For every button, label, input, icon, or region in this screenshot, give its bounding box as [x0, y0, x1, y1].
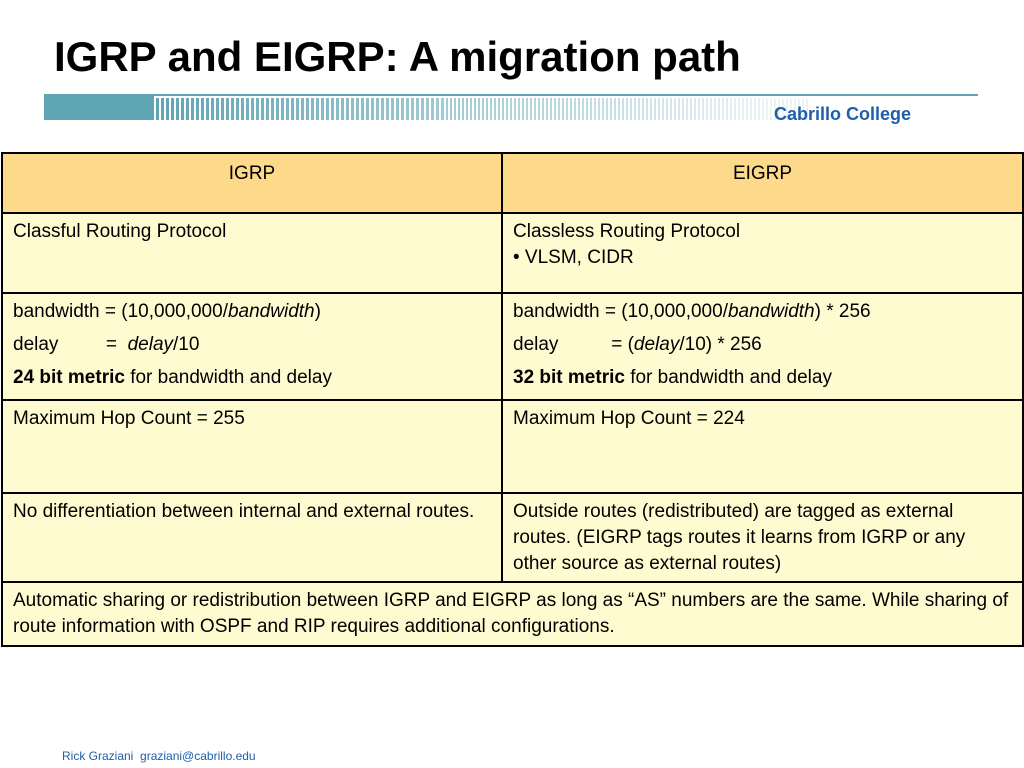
metric-size	[13, 365, 491, 391]
banner-stripe	[186, 98, 189, 120]
banner-stripe	[316, 98, 319, 120]
banner-stripe	[326, 98, 329, 120]
banner-stripe	[702, 98, 704, 120]
banner-stripe	[762, 98, 764, 120]
banner-stripe	[286, 98, 289, 120]
banner-stripe	[361, 98, 364, 120]
banner-stripe	[586, 98, 588, 120]
bandwidth-formula	[13, 299, 491, 325]
formula-variable: bandwidth	[727, 301, 815, 322]
formula-text: )	[314, 301, 321, 322]
banner-stripe	[650, 98, 652, 120]
banner-stripe	[281, 98, 284, 120]
banner-stripe	[622, 98, 624, 120]
banner-stripe	[758, 98, 760, 120]
formula-text: delay =	[13, 334, 128, 355]
banner-stripe	[610, 98, 612, 120]
banner-stripe	[526, 98, 528, 120]
banner-stripe	[634, 98, 636, 120]
banner-stripe	[538, 98, 540, 120]
banner-stripe	[638, 98, 640, 120]
banner-stripe	[416, 98, 419, 120]
cell-eigrp-metric	[502, 293, 1023, 400]
banner-stripe	[718, 98, 720, 120]
banner-stripe	[201, 98, 204, 120]
banner-stripe	[574, 98, 576, 120]
banner-stripe	[176, 98, 179, 120]
banner-stripe	[486, 98, 488, 120]
cell-text: Classful Routing Protocol	[13, 221, 227, 242]
formula-text: bandwidth = (10,000,000/	[13, 301, 228, 322]
banner-stripe	[261, 98, 264, 120]
banner-stripe	[542, 98, 544, 120]
banner-stripe	[694, 98, 696, 120]
cell-eigrp-external	[502, 493, 1023, 582]
bandwidth-formula	[513, 299, 1012, 325]
banner-stripe	[454, 98, 456, 120]
banner-stripe	[411, 98, 414, 120]
banner-stripe	[306, 98, 309, 120]
banner-stripe	[626, 98, 628, 120]
banner-stripe	[366, 98, 369, 120]
cell-bullet: • VLSM, CIDR	[513, 247, 634, 268]
banner-stripe	[706, 98, 708, 120]
banner-stripe	[231, 98, 234, 120]
delay-formula	[513, 332, 1012, 358]
banner-stripe	[482, 98, 484, 120]
banner-stripe	[426, 98, 429, 120]
metric-bold: 32 bit metric	[513, 367, 625, 388]
banner-stripe	[296, 98, 299, 120]
banner-stripe	[522, 98, 524, 120]
formula-text: /10	[173, 334, 200, 355]
banner-stripe	[191, 98, 194, 120]
banner-stripe	[642, 98, 644, 120]
table-row	[2, 213, 1023, 293]
banner-stripe	[166, 98, 169, 120]
header-eigrp: EIGRP	[502, 153, 1023, 213]
cell-igrp-hopcount	[2, 400, 502, 493]
banner-stripe	[750, 98, 752, 120]
formula-text: ) * 256	[814, 301, 871, 322]
banner-stripe	[662, 98, 664, 120]
banner-stripe	[246, 98, 249, 120]
cell-text: Classless Routing Protocol	[513, 221, 741, 242]
banner-stripe	[578, 98, 580, 120]
banner-stripe	[216, 98, 219, 120]
banner-stripe	[698, 98, 700, 120]
banner-stripe	[336, 98, 339, 120]
banner-stripe	[666, 98, 668, 120]
cell-text: No differentiation between internal and external routes.	[13, 501, 475, 522]
banner-stripe	[276, 98, 279, 120]
banner-stripe	[266, 98, 269, 120]
banner-stripe	[331, 98, 334, 120]
banner-stripe	[670, 98, 672, 120]
banner-stripe	[401, 98, 404, 120]
banner-stripe	[734, 98, 736, 120]
banner-stripe	[770, 98, 772, 120]
banner-stripe	[181, 98, 184, 120]
banner-stripe	[466, 98, 468, 120]
banner-stripe	[291, 98, 294, 120]
banner-stripe	[226, 98, 229, 120]
banner-stripe	[690, 98, 692, 120]
header-row	[2, 153, 1023, 213]
banner-stripe	[371, 98, 374, 120]
banner-stripe	[682, 98, 684, 120]
banner-stripe	[594, 98, 596, 120]
metric-size	[513, 365, 1012, 391]
formula-variable: bandwidth	[227, 301, 315, 322]
banner-stripe	[506, 98, 508, 120]
banner-stripe	[196, 98, 199, 120]
banner-stripe	[498, 98, 500, 120]
banner-stripe	[554, 98, 556, 120]
banner-stripe	[381, 98, 384, 120]
banner-stripe	[206, 98, 209, 120]
comparison-table	[1, 152, 1024, 647]
banner-stripe	[558, 98, 560, 120]
banner-stripe	[590, 98, 592, 120]
banner-stripe	[450, 98, 452, 120]
banner-stripe	[646, 98, 648, 120]
banner-stripe	[534, 98, 536, 120]
banner-stripe	[446, 98, 448, 120]
banner-stripe	[386, 98, 389, 120]
banner-stripe	[566, 98, 568, 120]
banner-stripe	[474, 98, 476, 120]
formula-variable: delay	[127, 334, 174, 355]
table-row	[2, 493, 1023, 582]
banner-stripe	[726, 98, 728, 120]
banner-stripe	[341, 98, 344, 120]
table-row	[2, 582, 1023, 646]
metric-bold: 24 bit metric	[13, 367, 125, 388]
banner-stripe	[654, 98, 656, 120]
banner-stripe	[686, 98, 688, 120]
header-igrp: IGRP	[2, 153, 502, 213]
banner-stripe	[530, 98, 532, 120]
footer-author: Rick Graziani	[62, 749, 134, 763]
formula-text: /10) * 256	[679, 334, 762, 355]
banner-stripe	[570, 98, 572, 120]
banner-stripe	[602, 98, 604, 120]
cell-text: Maximum Hop Count = 255	[13, 408, 245, 429]
cell-igrp-external	[2, 493, 502, 582]
banner-stripe	[396, 98, 399, 120]
cell-redistribution-note	[2, 582, 1023, 646]
banner-stripe	[346, 98, 349, 120]
banner-stripe	[356, 98, 359, 120]
banner-stripe	[550, 98, 552, 120]
formula-variable: delay	[633, 334, 680, 355]
cell-eigrp-hopcount	[502, 400, 1023, 493]
banner-stripe	[321, 98, 324, 120]
banner-stripe	[606, 98, 608, 120]
delay-formula	[13, 332, 491, 358]
banner-stripe	[421, 98, 424, 120]
brand-name: Cabrillo College	[774, 104, 912, 124]
banner-stripe	[754, 98, 756, 120]
banner-stripe	[722, 98, 724, 120]
banner-stripe	[171, 98, 174, 120]
cell-text: Automatic sharing or redistribution between IGRP and EIGRP as long as “AS” numbers are the same. While sharing of route information with OSPF and RIP requires additional configurations.	[13, 590, 1009, 637]
banner-stripe	[678, 98, 680, 120]
banner-stripe	[490, 98, 492, 120]
formula-text: delay = (	[513, 334, 634, 355]
banner-stripe	[391, 98, 394, 120]
footer	[62, 748, 256, 764]
banner-stripe	[431, 98, 434, 120]
metric-text: for bandwidth and delay	[624, 367, 832, 388]
footer-email: graziani@cabrillo.edu	[140, 749, 256, 763]
banner-stripe	[710, 98, 712, 120]
cell-igrp-routing	[2, 213, 502, 293]
metric-text: for bandwidth and delay	[124, 367, 332, 388]
banner-stripe	[271, 98, 274, 120]
banner-stripe	[221, 98, 224, 120]
banner-stripe	[406, 98, 409, 120]
banner-stripe	[494, 98, 496, 120]
cell-text: Outside routes (redistributed) are tagged as external routes. (EIGRP tags routes it learns from IGRP or any other source as external routes)	[513, 501, 966, 574]
banner-stripe	[470, 98, 472, 120]
banner-stripe	[766, 98, 768, 120]
banner-stripe	[618, 98, 620, 120]
banner-stripe	[730, 98, 732, 120]
cell-text: Maximum Hop Count = 224	[513, 408, 745, 429]
slide-title: IGRP and EIGRP: A migration path	[54, 33, 741, 80]
banner-stripe	[311, 98, 314, 120]
banner-stripe	[376, 98, 379, 120]
banner-stripe	[458, 98, 460, 120]
banner-stripe	[436, 98, 439, 120]
banner-stripe	[441, 98, 444, 120]
cell-eigrp-routing	[502, 213, 1023, 293]
banner-stripe	[518, 98, 520, 120]
formula-text: bandwidth = (10,000,000/	[513, 301, 728, 322]
banner-stripe	[156, 98, 159, 120]
banner-stripe	[582, 98, 584, 120]
banner-stripe	[714, 98, 716, 120]
banner-stripe	[510, 98, 512, 120]
table-row	[2, 293, 1023, 400]
cell-igrp-metric	[2, 293, 502, 400]
banner-stripe	[502, 98, 504, 120]
banner-stripe	[462, 98, 464, 120]
banner-stripe	[161, 98, 164, 120]
banner-stripe	[236, 98, 239, 120]
banner-stripe	[211, 98, 214, 120]
banner-stripe	[478, 98, 480, 120]
banner-stripe	[351, 98, 354, 120]
banner-stripe	[598, 98, 600, 120]
banner-stripe	[746, 98, 748, 120]
banner-stripe	[256, 98, 259, 120]
banner-stripe	[514, 98, 516, 120]
banner-stripe	[738, 98, 740, 120]
banner-stripe	[630, 98, 632, 120]
banner-stripe	[241, 98, 244, 120]
banner-stripe	[674, 98, 676, 120]
banner-stripe	[614, 98, 616, 120]
banner-stripe	[562, 98, 564, 120]
banner-stripe	[742, 98, 744, 120]
table-row	[2, 400, 1023, 493]
banner-stripe	[301, 98, 304, 120]
banner-stripe	[658, 98, 660, 120]
banner-stripe	[251, 98, 254, 120]
banner-stripe	[546, 98, 548, 120]
